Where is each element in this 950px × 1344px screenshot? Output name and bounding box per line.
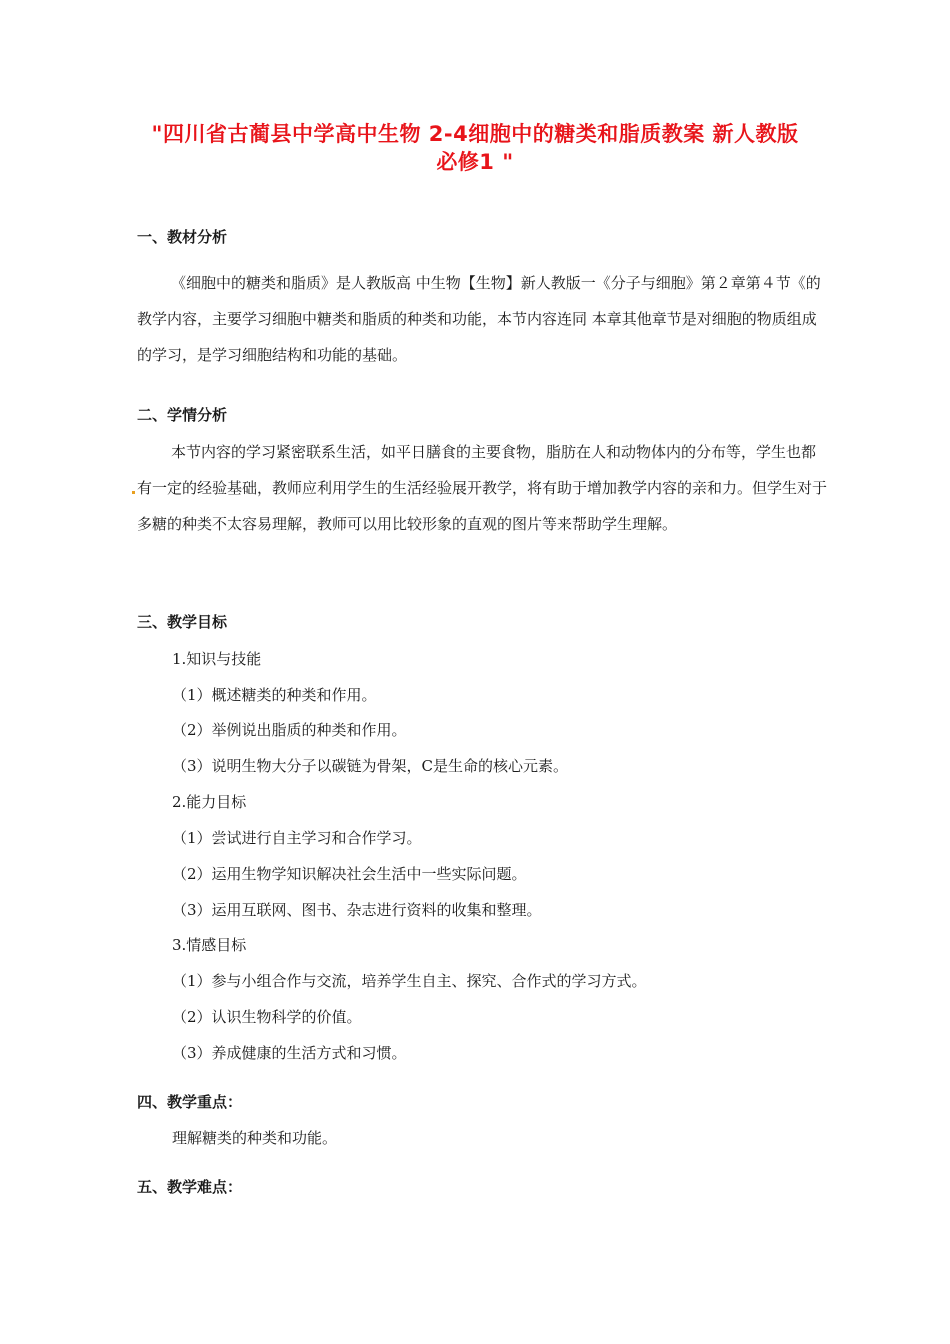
section-heading-difficult-points: 五、教学难点： <box>137 1178 243 1196</box>
list-item: （2）运用生物学知识解决社会生活中一些实际问题。 <box>172 865 527 883</box>
list-item: （2）认识生物科学的价值。 <box>172 1008 362 1026</box>
title-line-2: 必修1 " <box>436 150 514 174</box>
key-points-text: 理解糖类的种类和功能。 <box>172 1129 338 1147</box>
list-item: （3）运用互联网、图书、杂志进行资料的收集和整理。 <box>172 901 542 919</box>
list-item: （3）说明生物大分子以碳链为骨架，C是生命的核心元素。 <box>172 757 569 775</box>
title-line-1: "四川省古蔺县中学高中生物 2-4细胞中的糖类和脂质教案 新人教版 <box>151 122 799 146</box>
goal-group-knowledge: 1.知识与技能 <box>172 650 262 668</box>
section-heading-key-points: 四、教学重点： <box>137 1093 243 1111</box>
student-analysis-paragraph: 本节内容的学习紧密联系生活，如平日膳食的主要食物，脂肪在人和动物体内的分布等，学生也都有一定的经验基础，教师应利用学生的生活经验展开教学，将有助于增加教学内容的亲和力。但学生对于多糖的种类不太容易理解，教师可以用比较形象的直观的图片等来帮助学生理解。 <box>137 443 828 533</box>
goal-group-ability: 2.能力目标 <box>172 793 247 811</box>
textbook-analysis-paragraph: 《细胞中的糖类和脂质》是人教版高 中生物【生物】新人教版一《分子与细胞》第２章第４节《的教学内容，主要学习细胞中糖类和脂质的种类和功能，本节内容连同 本章其他章节是对细胞的物质组成的学习，是学习细胞结构和功能的基础。 <box>137 274 821 364</box>
section-heading-textbook-analysis: 一、教材分析 <box>137 228 228 246</box>
list-item: （1）尝试进行自主学习和合作学习。 <box>172 829 422 847</box>
list-item: （2）举例说出脂质的种类和作用。 <box>172 721 407 739</box>
list-item: （1）参与小组合作与交流，培养学生自主、探究、合作式的学习方式。 <box>172 972 647 990</box>
list-item: （1）概述糖类的种类和作用。 <box>172 686 377 704</box>
edit-marker <box>132 491 135 494</box>
goal-group-emotion: 3.情感目标 <box>172 936 247 954</box>
section-heading-teaching-goals: 三、教学目标 <box>137 613 228 631</box>
section-heading-student-analysis: 二、学情分析 <box>137 406 228 424</box>
document-title <box>100 120 850 176</box>
list-item: （3）养成健康的生活方式和习惯。 <box>172 1044 407 1062</box>
